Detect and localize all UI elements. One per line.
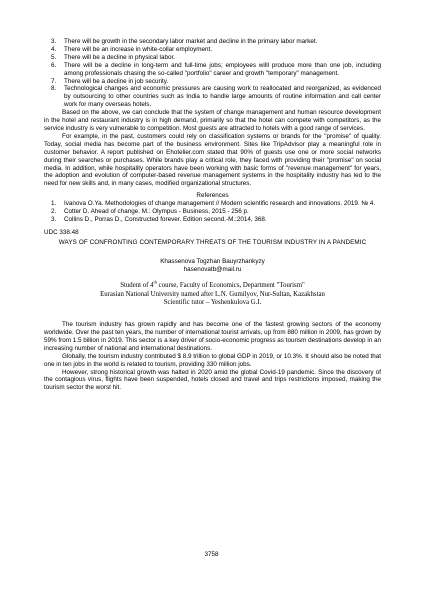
page-number: 3758	[204, 551, 219, 558]
tutor-line: Scientific tutor – Yeshenkulova G.I.	[163, 298, 262, 306]
paragraph: For example, in the past, customers could rely on classification systems or brands for the "promise" of quality. Today, social media has become part of the business environment. Sites like TripAdvisor play a meaningful role in customer behavior. A report published on Ehotelier.com stated that 90% of guests use one or more social networks during their searches or purchases. While brands play a critical role, they faced with providing their "promise" on social media. In addition, while hospitality operators have been working with basic forms of "revenue management" for years, the adoption and evolution of computer-based revenue management systems in the hospitality industry has led to the need for new skills and, in many cases, modified organizational structures.	[44, 132, 381, 188]
reference-item: Collins D., Porras D., Constructed forever. Edition second.-M.:2014, 368.	[64, 215, 267, 223]
university-line: Eurasian National University named after L.N. Gumilyov, Nur-Sultan, Kazakhstan	[100, 290, 325, 298]
student-line: Student of 4th course, Faculty of Economics, Department "Tourism"	[120, 280, 305, 290]
author-name: Khassenova Togzhan Bauyrzhankyzy	[160, 257, 265, 265]
udc-code: UDC 338.48	[44, 228, 79, 236]
paragraph: Based on the above, we can conclude that the system of change management and human resource development in the hotel and restaurant industry is in high demand, primarily so that the hotel can compete with competitors, as the service industry is very vulnerable to competition. Most guests are attracted to hotels with a good range of services.	[44, 109, 381, 132]
list-item: There will be a decline in job security.	[64, 77, 169, 85]
forecast-list	[44, 38, 381, 109]
list-item: There will be a decline in long-term and full-time jobs; employees willl produce more than one job, including among professionals chasing the so-called "portfolio" career and growth "temporary" management.	[64, 61, 381, 77]
author-email: hasenovatb@mail.ru	[183, 265, 242, 273]
affiliation-block	[44, 282, 381, 307]
reference-item: Ivanova O.Ya. Methodologies of change management // Modern scientific research and innovations. 2019. № 4.	[64, 200, 376, 208]
references-heading: References	[196, 192, 229, 200]
list-item: Technological changes and economic pressures are causing work to reallocated and reorganized, as evidenced by outsourcing to other countries such as India to handle large amounts of routine information and call center work for many overseas hotels.	[64, 85, 381, 109]
article-title: WAYS OF CONFRONTING CONTEMPORARY THREATS OF THE TOURISM INDUSTRY IN A PANDEMIC	[58, 238, 367, 246]
references-list	[44, 200, 381, 224]
paragraph: Globally, the tourism industry contributed $ 8.9 trillion to global GDP in 2019, or 10.3%. It should also be noted that one in ten jobs in the world is related to tourism, providing 330 million jobs.	[44, 352, 381, 368]
document-text	[44, 38, 381, 392]
paragraph: However, strong historical growth was halted in 2020 amid the global Covid-19 pandemic. Since the discovery of the contagious virus, flights have been suspended, hotels closed and travel and trips restrictions imposed, making the tourism sector the worst hit.	[44, 368, 381, 392]
list-item: There will be a decline in physical labor.	[64, 53, 175, 61]
list-item: There will be growth in the secondary labor market and decline in the primary labor market.	[64, 38, 318, 45]
article-body	[44, 321, 381, 392]
reference-item: Cotter D. Ahead of change. M.: Olympus - Business, 2015 - 256 p.	[64, 208, 249, 216]
paragraph: The tourism industry has grown rapidly and has become one of the fastest growing sectors of the economy worldwide. Over the past ten years, the number of international tourist arrivals, up from 880 million in 2009, has grown by 59% from 1.5 billion in 2019. This sector is a key driver of socio-economic progress as tourism destinations develop in an increasing number of national and international destinations.	[44, 321, 381, 352]
list-item: There will be an increase in white-collar employment.	[64, 45, 213, 53]
